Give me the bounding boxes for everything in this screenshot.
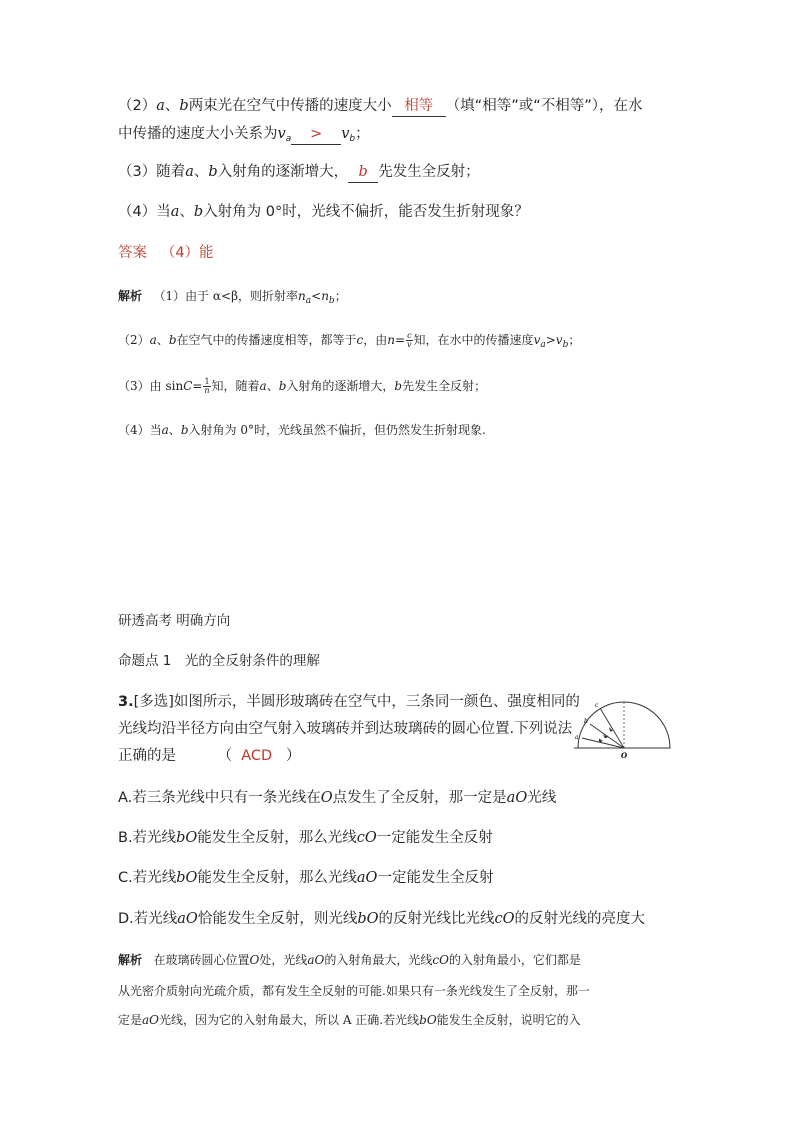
label-b: b xyxy=(584,718,588,725)
denominator: n xyxy=(204,386,210,395)
q4-prefix: （4）当 xyxy=(118,204,171,220)
question-text: [多选]如图所示，半圆形玻璃砖在空气中，三条同一颜色、强度相同的 xyxy=(133,694,580,710)
punctuation: ； xyxy=(355,126,370,142)
label-O: O xyxy=(621,751,628,760)
separator: 、 xyxy=(266,379,279,393)
option-text: 能发生全反射，那么光线 xyxy=(197,830,357,846)
var-a: a xyxy=(156,98,165,114)
option-text: 光线 xyxy=(527,790,557,806)
separator: 、 xyxy=(164,98,180,114)
subscript-a: a xyxy=(305,296,312,306)
subscript-a: a xyxy=(540,340,546,350)
question-2-line-2 xyxy=(118,124,370,149)
var-a: a xyxy=(149,333,157,347)
q2-text-2: （填“相等”或“不相等”），在水 xyxy=(445,98,643,114)
var-a: a xyxy=(185,164,194,180)
option-a xyxy=(118,788,556,808)
var-v: v xyxy=(555,333,563,347)
analysis-2-line-3 xyxy=(118,1010,581,1030)
q2-text: 两束光在空气中传播的速度大小 xyxy=(188,98,392,114)
question-3-line-2: 光线均沿半径方向由空气射入玻璃砖并到达玻璃砖的圆心位置.下列说法 xyxy=(118,721,573,737)
var-a: a xyxy=(170,204,180,220)
question-3-line-1 xyxy=(118,692,580,712)
analysis-text: 在空气中的传播速度相等，都等于 xyxy=(176,333,357,347)
ray-c xyxy=(600,708,624,748)
answer-label: 答案 xyxy=(118,245,147,261)
option-text: 一定能发生全反射 xyxy=(377,870,494,886)
analysis-text: 的入射角最小，它们都是 xyxy=(448,953,581,967)
analysis-text: 先发生全反射； xyxy=(402,379,487,393)
analysis-text: 处，光线 xyxy=(259,953,308,967)
q2-answer-blank-2: > xyxy=(291,124,341,145)
q4-text: 入射角为 0°时，光线不偏折，能否发生折射现象？ xyxy=(203,204,529,220)
analysis-line-3 xyxy=(118,376,486,396)
option-text: 点发生了全反射，那一定是 xyxy=(332,790,507,806)
analysis-text: 知，在水中的传播速度 xyxy=(413,333,534,347)
var-O: O xyxy=(320,790,333,806)
analysis-label: 解析 xyxy=(118,289,143,303)
question-text: 正确的是 xyxy=(118,748,176,764)
option-text: D.若光线 xyxy=(118,911,178,927)
paren: （ xyxy=(217,748,232,764)
var-b: b xyxy=(180,423,189,437)
analysis-text: ，由 xyxy=(363,333,388,347)
var-n: n xyxy=(321,289,329,303)
option-text: 能发生全反射，那么光线 xyxy=(197,870,357,886)
var-cO: cO xyxy=(432,953,449,967)
analysis-label: 解析 xyxy=(118,953,143,967)
separator: 、 xyxy=(193,164,209,180)
var-bO: bO xyxy=(176,870,198,886)
option-text: 的反射光线比光线 xyxy=(378,911,495,927)
q3-text: 入射角的逐渐增大， xyxy=(217,164,349,180)
q2-answer-blank-1: 相等 xyxy=(392,96,446,117)
numerator: c xyxy=(407,331,412,340)
analysis-text: 入射角为 0°时，光线虽然不偏折，但仍然发生折射现象. xyxy=(188,423,486,437)
punctuation: ； xyxy=(334,289,347,303)
option-text: 恰能发生全反射，则光线 xyxy=(197,911,358,927)
separator: 、 xyxy=(168,423,181,437)
var-b: b xyxy=(394,379,403,393)
analysis-text: 在玻璃砖圆心位置 xyxy=(153,953,250,967)
var-aO: aO xyxy=(506,790,528,806)
analysis-text: 的入射角最大，光线 xyxy=(324,953,433,967)
q3-prefix: （3）随着 xyxy=(118,164,186,180)
analysis-text: 能发生全反射，说明它的入 xyxy=(436,1013,581,1027)
analysis-line-2 xyxy=(118,330,580,355)
option-b xyxy=(118,828,493,848)
option-c xyxy=(118,868,493,888)
less-than: < xyxy=(311,289,322,303)
answer-line xyxy=(118,243,214,263)
var-b: b xyxy=(193,204,204,220)
analysis-text: 入射角的逐渐增大， xyxy=(286,379,395,393)
var-v: v xyxy=(277,126,286,142)
option-text: 一定能发生全反射 xyxy=(376,830,493,846)
var-c: c xyxy=(356,333,364,347)
var-n: n xyxy=(298,289,306,303)
ray-a xyxy=(582,738,624,748)
var-aO: aO xyxy=(142,1013,160,1027)
analysis-text: 知，随着 xyxy=(211,379,260,393)
var-a: a xyxy=(259,379,267,393)
analysis-2-line-1 xyxy=(118,950,581,970)
q3-answer-blank: b xyxy=(348,162,378,183)
var-bO: bO xyxy=(176,830,198,846)
var-b: b xyxy=(168,333,177,347)
paren: ） xyxy=(286,748,301,764)
analysis-text: （1）由于 α<β，则折射率 xyxy=(153,289,299,303)
q3-text-2: 先发生全反射； xyxy=(378,164,480,180)
separator: 、 xyxy=(156,333,169,347)
equals: = xyxy=(192,379,203,393)
semicircle-glass-figure xyxy=(572,694,672,764)
label-a: a xyxy=(575,734,579,741)
var-cO: cO xyxy=(494,911,515,927)
subscript-b: b xyxy=(562,340,569,350)
question-2-line-1 xyxy=(118,96,642,117)
option-text: B.若光线 xyxy=(118,830,177,846)
denominator: v xyxy=(407,340,412,349)
analysis-text: 定是 xyxy=(118,1013,143,1027)
analysis-text: 光线，因为它的入射角最大，所以 A 正确.若光线 xyxy=(159,1013,420,1027)
analysis-text: （3）由 sin xyxy=(118,379,184,393)
analysis-2-line-2: 从光密介质射向光疏介质，都有发生全反射的可能.如果只有一条光线发生了全反射，那一 xyxy=(118,984,590,998)
var-v: v xyxy=(341,126,350,142)
section-title: 研透高考 明确方向 xyxy=(118,613,231,629)
equals: = xyxy=(395,333,406,347)
question-3-line-3 xyxy=(118,746,301,766)
subscript-b: b xyxy=(328,296,335,306)
answer-letters: ACD xyxy=(241,748,273,764)
var-C: C xyxy=(183,379,193,393)
numerator: 1 xyxy=(204,377,210,386)
option-text: C.若光线 xyxy=(118,870,177,886)
fraction-c-over-v xyxy=(406,332,412,349)
var-a: a xyxy=(161,423,169,437)
var-bO: bO xyxy=(419,1013,437,1027)
var-cO: cO xyxy=(356,830,377,846)
analysis-line-4 xyxy=(118,420,486,440)
var-aO: aO xyxy=(177,911,198,927)
subscript-b: b xyxy=(349,134,356,144)
option-text: 的反射光线的亮度大 xyxy=(514,911,646,927)
question-4 xyxy=(118,202,529,222)
var-bO: bO xyxy=(357,911,379,927)
analysis-text: （2） xyxy=(118,333,150,347)
answer-text: （4）能 xyxy=(160,245,214,261)
question-3 xyxy=(118,162,480,183)
var-b: b xyxy=(179,98,189,114)
option-d xyxy=(118,909,645,929)
fraction-1-over-n xyxy=(203,378,210,395)
var-aO: aO xyxy=(356,870,378,886)
var-O: O xyxy=(249,953,260,967)
subscript-a: a xyxy=(285,134,292,144)
punctuation: ； xyxy=(568,333,581,347)
option-text: A.若三条光线中只有一条光线在 xyxy=(118,790,321,806)
q2-prefix: （2） xyxy=(118,98,157,114)
question-number: 3. xyxy=(118,694,134,710)
var-n: n xyxy=(387,333,395,347)
var-v: v xyxy=(533,333,541,347)
arrow-a xyxy=(599,739,603,743)
var-b: b xyxy=(208,164,218,180)
separator: 、 xyxy=(179,204,194,220)
analysis-line-1 xyxy=(118,286,347,311)
section-point: 命题点 1 光的全反射条件的理解 xyxy=(118,653,320,669)
analysis-text: （4）当 xyxy=(118,423,162,437)
var-aO: aO xyxy=(307,953,325,967)
label-c: c xyxy=(595,702,599,709)
greater-than: > xyxy=(545,333,556,347)
q2-line2-text: 中传播的速度大小关系为 xyxy=(118,126,278,142)
var-b: b xyxy=(278,379,287,393)
